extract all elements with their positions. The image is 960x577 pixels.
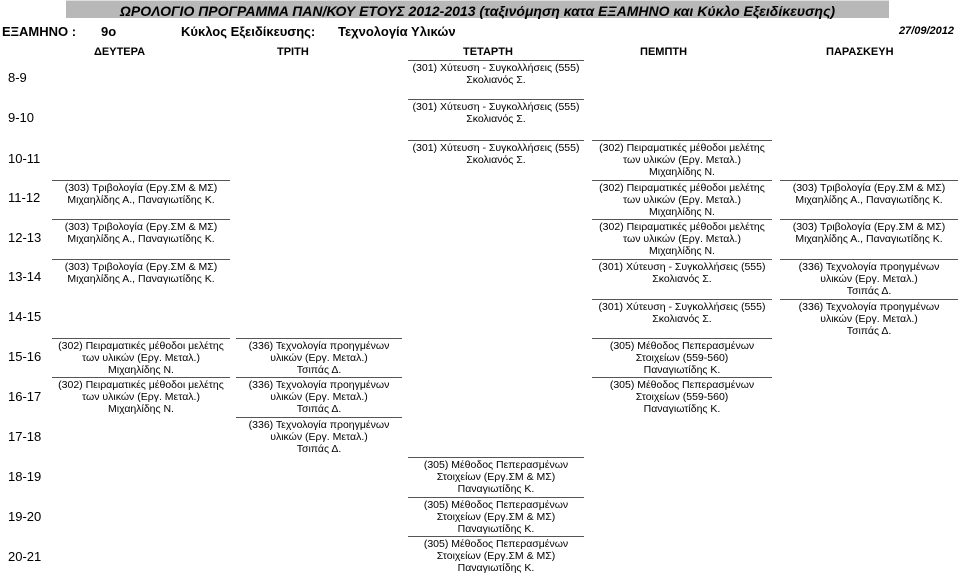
schedule-cell: (303) Τριβολογία (Εργ.ΣΜ & ΜΣ) Μιχαηλίδης Α., Παναγιωτίδης Κ. (780, 180, 958, 206)
day-header-friday: ΠΑΡΑΣΚΕΥΗ (826, 46, 894, 58)
schedule-cell: (336) Τεχνολογία προηγμένων υλικών (Εργ. Μεταλ.) Τσιπάς Δ. (236, 377, 402, 415)
schedule-cell: (336) Τεχνολογία προηγμένων υλικών (Εργ. Μεταλ.) Τσιπάς Δ. (780, 299, 958, 337)
semester-value: 9ο (101, 24, 117, 39)
hour-label: 14-15 (8, 309, 42, 324)
hour-label: 9-10 (8, 110, 35, 125)
cycle-label: Κύκλος Εξειδίκευσης: (181, 24, 316, 39)
hour-label: 15-16 (8, 349, 42, 364)
day-header-monday: ΔΕΥΤΕΡΑ (94, 46, 146, 58)
day-header-tuesday: ΤΡΙΤΗ (277, 46, 309, 58)
title-bar (66, 0, 889, 18)
hour-label: 17-18 (8, 429, 42, 444)
schedule-cell: (302) Πειραματικές μέθοδοι μελέτης των υλικών (Εργ. Μεταλ.) Μιχαηλίδης Ν. (592, 219, 772, 257)
schedule-cell: (301) Χύτευση - Συγκολλήσεις (555) Σκολιανός Σ. (592, 259, 772, 285)
schedule-cell: (301) Χύτευση - Συγκολλήσεις (555) Σκολιανός Σ. (408, 99, 584, 125)
schedule-cell: (303) Τριβολογία (Εργ.ΣΜ & ΜΣ) Μιχαηλίδης Α., Παναγιωτίδης Κ. (52, 219, 230, 245)
hour-label: 16-17 (8, 389, 42, 404)
schedule-cell: (305) Μέθοδος Πεπερασμένων Στοιχείων (559-560) Παναγιωτίδης Κ. (592, 377, 772, 415)
schedule-cell: (305) Μέθοδος Πεπερασμένων Στοιχείων (559-560) Παναγιωτίδης Κ. (592, 338, 772, 376)
schedule-cell: (302) Πειραματικές μέθοδοι μελέτης των υλικών (Εργ. Μεταλ.) Μιχαηλίδης Ν. (52, 338, 230, 376)
schedule-cell: (305) Μέθοδος Πεπερασμένων Στοιχείων (Εργ.ΣΜ & ΜΣ) Παναγιωτίδης Κ. (408, 536, 584, 574)
hour-label: 20-21 (8, 549, 42, 564)
hour-label: 10-11 (8, 151, 41, 166)
schedule-cell: (302) Πειραματικές μέθοδοι μελέτης των υλικών (Εργ. Μεταλ.) Μιχαηλίδης Ν. (52, 377, 230, 415)
schedule-cell: (336) Τεχνολογία προηγμένων υλικών (Εργ. Μεταλ.) Τσιπάς Δ. (236, 338, 402, 376)
hour-label: 8-9 (8, 70, 27, 85)
hour-label: 13-14 (8, 269, 42, 284)
schedule-cell: (301) Χύτευση - Συγκολλήσεις (555) Σκολιανός Σ. (408, 140, 584, 166)
day-header-wednesday: ΤΕΤΑΡΤΗ (463, 46, 513, 58)
schedule-cell: (303) Τριβολογία (Εργ.ΣΜ & ΜΣ) Μιχαηλίδης Α., Παναγιωτίδης Κ. (52, 180, 230, 206)
page-title: ΩΡΟΛΟΓΙΟ ΠΡΟΓΡΑΜΜΑ ΠΑΝ/ΚΟΥ ΕΤΟΥΣ 2012-2013 (ταξινόμηση κατα ΕΞΑΜΗΝΟ και Κύκλο Εξειδίκευσης) (119, 3, 836, 19)
schedule-cell: (301) Χύτευση - Συγκολλήσεις (555) Σκολιανός Σ. (592, 299, 772, 325)
schedule-cell: (301) Χύτευση - Συγκολλήσεις (555) Σκολιανός Σ. (408, 60, 584, 86)
schedule-cell: (303) Τριβολογία (Εργ.ΣΜ & ΜΣ) Μιχαηλίδης Α., Παναγιωτίδης Κ. (52, 259, 230, 285)
cycle-value: Τεχνολογία Υλικών (338, 24, 456, 39)
schedule-cell: (303) Τριβολογία (Εργ.ΣΜ & ΜΣ) Μιχαηλίδης Α., Παναγιωτίδης Κ. (780, 219, 958, 245)
hour-label: 11-12 (8, 190, 41, 205)
hour-label: 12-13 (8, 230, 42, 245)
print-date: 27/09/2012 (898, 25, 954, 37)
hour-label: 19-20 (8, 509, 42, 524)
schedule-cell: (302) Πειραματικές μέθοδοι μελέτης των υλικών (Εργ. Μεταλ.) Μιχαηλίδης Ν. (592, 180, 772, 218)
semester-label: ΕΞΑΜΗΝΟ : (2, 24, 77, 39)
schedule-cell: (302) Πειραματικές μέθοδοι μελέτης των υλικών (Εργ. Μεταλ.) Μιχαηλίδης Ν. (592, 140, 772, 178)
day-header-thursday: ΠΕΜΠΤΗ (640, 46, 688, 58)
schedule-cell: (336) Τεχνολογία προηγμένων υλικών (Εργ. Μεταλ.) Τσιπάς Δ. (780, 259, 958, 297)
schedule-cell: (305) Μέθοδος Πεπερασμένων Στοιχείων (Εργ.ΣΜ & ΜΣ) Παναγιωτίδης Κ. (408, 497, 584, 535)
schedule-cell: (305) Μέθοδος Πεπερασμένων Στοιχείων (Εργ.ΣΜ & ΜΣ) Παναγιωτίδης Κ. (408, 457, 584, 495)
hour-label: 18-19 (8, 469, 42, 484)
schedule-cell: (336) Τεχνολογία προηγμένων υλικών (Εργ. Μεταλ.) Τσιπάς Δ. (236, 417, 402, 455)
